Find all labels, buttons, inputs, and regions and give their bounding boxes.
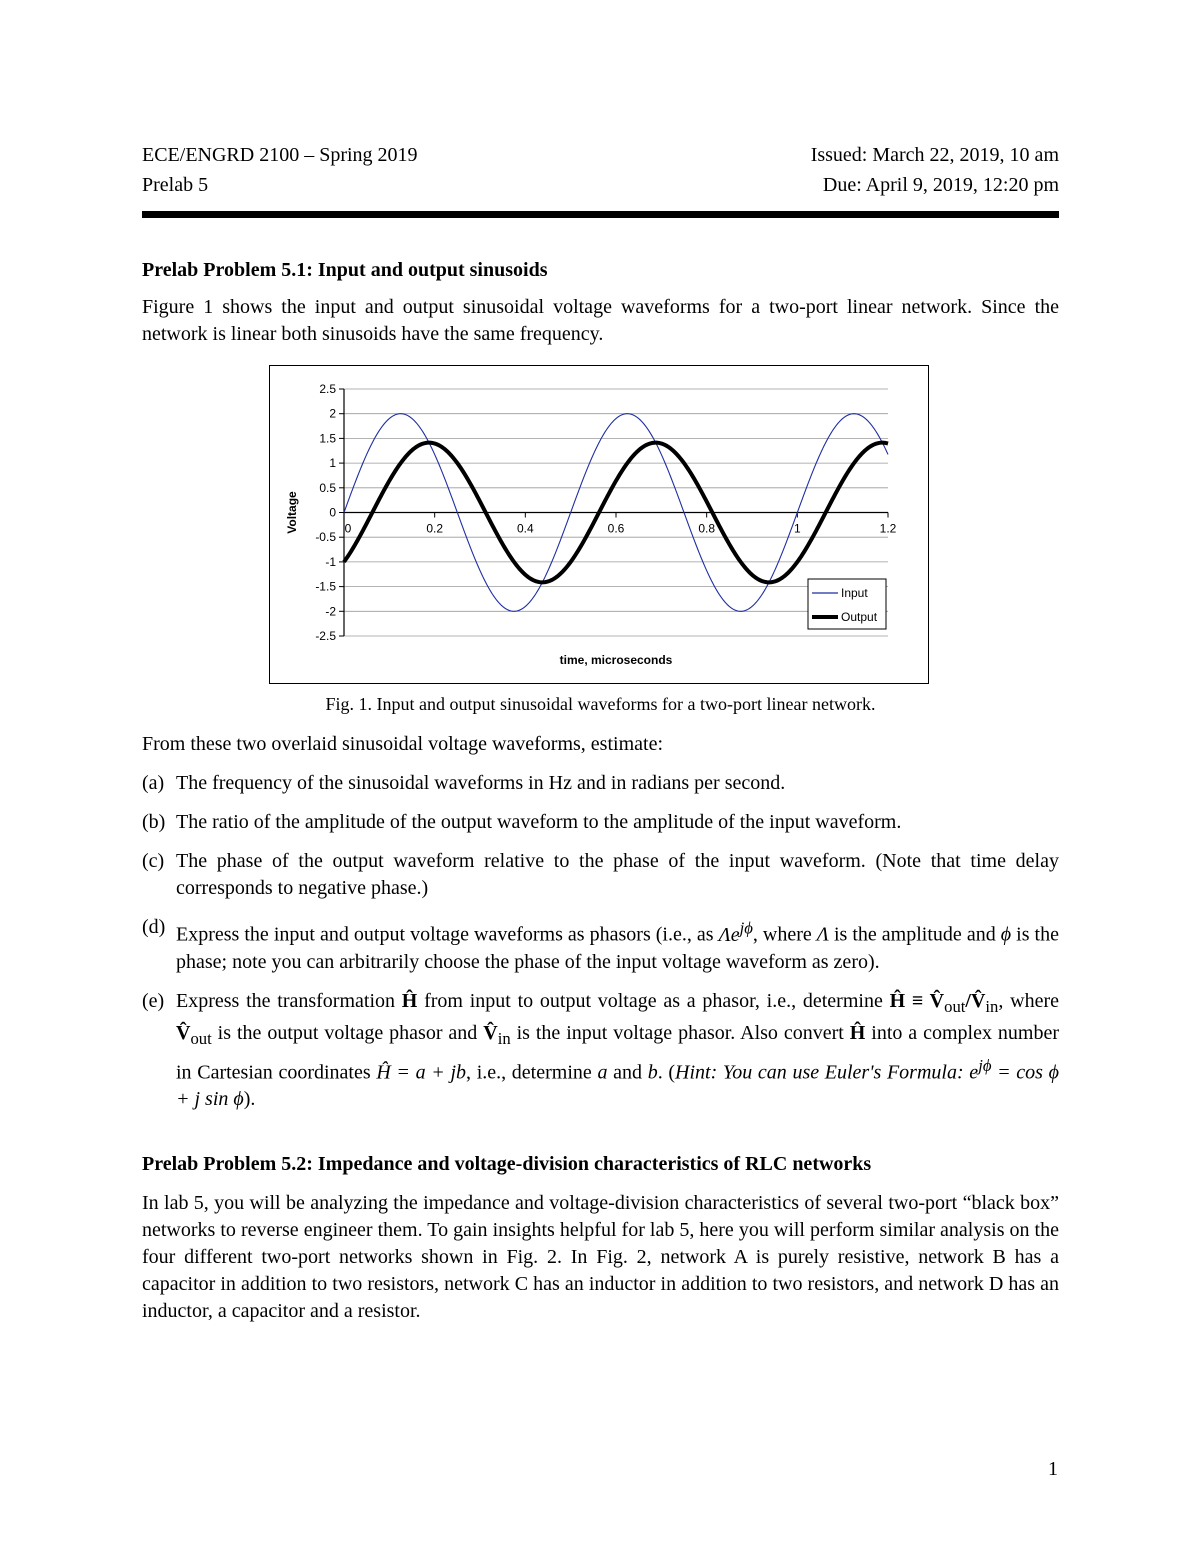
text-fragment: is the output voltage phasor and [211, 1021, 484, 1044]
x-tick-label: 0.4 [516, 521, 534, 536]
problem-2-title: Prelab Problem 5.2: Impedance and voltage-division characteristics of RLC networks [142, 1153, 872, 1175]
math-fragment: Λe [718, 923, 740, 946]
y-tick-label: 2 [329, 406, 336, 421]
assignment-title: Prelab 5 [142, 174, 209, 196]
math-subscript: in [985, 996, 999, 1016]
problem-1-section [142, 256, 1059, 348]
x-tick-label: 1 [793, 521, 801, 536]
text-fragment: , i.e., determine [466, 1061, 598, 1084]
math-fragment: = cos ϕ + j sin ϕ [176, 1061, 1059, 1111]
question-text [176, 914, 1059, 976]
math-symbol: Λ [816, 923, 829, 946]
y-tick-label: 2.5 [319, 382, 336, 396]
text-fragment: is the amplitude and [828, 923, 1001, 946]
text-fragment: Express the input and output voltage waveforms as phasors (i.e., as [176, 923, 719, 946]
question-text: The frequency of the sinusoidal waveforms in Hz and in radians per second. [176, 772, 786, 794]
question-list [142, 770, 1059, 1113]
question-e [142, 988, 1059, 1114]
question-label: (c) [142, 850, 165, 872]
text-fragment: is the phase; note you can arbitrarily choose the phase of the input voltage waveform as zero). [176, 923, 1059, 973]
question-label: (b) [142, 811, 166, 833]
question-a [142, 770, 1059, 797]
question-label: (a) [142, 772, 165, 794]
math-superscript: jϕ [739, 918, 753, 937]
math-subscript: out [944, 996, 966, 1016]
legend-label: Input [841, 586, 868, 600]
x-axis-title: time, microseconds [559, 653, 673, 667]
document-header [142, 140, 1059, 200]
math-superscript: jϕ [978, 1055, 992, 1075]
text-fragment: . ( [657, 1061, 676, 1084]
problem-2-body: In lab 5, you will be analyzing the impedance and voltage-division characteristics of several two-port “black box” networks to reverse engineer them. To gain insights helpful for lab 5, here you will perform similar analysis on the four different two-port networks shown in Fig. 2. In Fig. 2, network A is purely resistive, network B has a capacitor in addition to two resistors, network C has an inductor in addition to two resistors, and network D has an inductor, a capacitor and a resistor. [142, 1192, 1059, 1322]
question-text: The ratio of the amplitude of the output waveform to the amplitude of the input waveform. [176, 811, 902, 833]
waveform-chart-svg [270, 366, 927, 682]
text-fragment: , where [752, 923, 817, 946]
phasor-expression [718, 918, 753, 946]
math-symbol: a [597, 1061, 608, 1084]
problem-1-questions [142, 731, 1059, 1125]
y-tick-label: 0 [329, 505, 336, 520]
math-subscript: in [497, 1028, 511, 1048]
figure-1-caption: Fig. 1. Input and output sinusoidal waveforms for a two-port linear network. [325, 694, 876, 714]
question-label: (e) [142, 989, 165, 1012]
question-text [176, 988, 1059, 1114]
x-tick-label: 0.6 [607, 521, 625, 536]
y-tick-label: 0.5 [319, 480, 336, 495]
question-d [142, 914, 1059, 976]
course-title: ECE/ENGRD 2100 – Spring 2019 [142, 144, 418, 166]
y-axis-title: Voltage [285, 491, 299, 534]
problem-2-section [142, 1150, 1059, 1325]
figure-1-chart [269, 365, 929, 684]
math-symbol: V̂ [483, 1021, 498, 1044]
x-tick-label: 1.2 [879, 521, 897, 536]
text-fragment: is the input voltage phasor. Also convert [510, 1021, 850, 1044]
questions-lead: From these two overlaid sinusoidal voltage waveforms, estimate: [142, 733, 663, 755]
math-symbol: ϕ [1000, 923, 1012, 946]
y-tick-label: -1 [325, 554, 336, 569]
x-tick-label: 0 [344, 521, 352, 536]
y-tick-label: -1.5 [315, 579, 336, 594]
text-fragment: , where [998, 989, 1059, 1012]
question-text: The phase of the output waveform relative to the phase of the input waveform. (Note that time delay corresponds to negative phase.) [176, 850, 1059, 899]
x-tick-label: 0.2 [426, 521, 444, 536]
text-fragment: and [607, 1061, 648, 1084]
math-fragment: e [969, 1061, 979, 1084]
math-fragment: Ĥ = a + jb [376, 1061, 467, 1084]
y-tick-label: -2.5 [315, 629, 336, 643]
y-tick-label: -0.5 [315, 530, 336, 545]
header-rule [142, 211, 1059, 218]
question-label: (d) [142, 916, 166, 938]
math-fragment: Ĥ ≡ V̂ [889, 989, 945, 1012]
text-fragment: into a complex number in Cartesian coordinates [176, 1021, 1060, 1084]
math-symbol: Ĥ [849, 1021, 866, 1044]
y-tick-label: 1 [329, 456, 336, 471]
question-c [142, 848, 1059, 902]
text-fragment: Express the transformation [176, 989, 402, 1012]
problem-1-title: Prelab Problem 5.1: Input and output sinusoids [142, 259, 548, 281]
y-tick-label: -2 [325, 604, 336, 619]
math-symbol: Ĥ [401, 989, 418, 1012]
due-date: Due: April 9, 2019, 12:20 pm [822, 174, 1059, 196]
text-fragment: from input to output voltage as a phasor, i.e., determine [417, 989, 890, 1012]
issued-date: Issued: March 22, 2019, 10 am [810, 144, 1059, 166]
page-number: 1 [1048, 1458, 1058, 1480]
question-b [142, 809, 1059, 836]
math-subscript: out [190, 1028, 212, 1048]
text-fragment: ). [243, 1088, 256, 1111]
math-symbol: b [647, 1061, 658, 1084]
y-tick-label: 1.5 [319, 431, 336, 446]
x-tick-label: 0.8 [698, 521, 716, 536]
problem-1-intro: Figure 1 shows the input and output sinusoidal voltage waveforms for a two-port linear network. Since the network is linear both sinusoids have the same frequency. [142, 296, 1059, 345]
math-symbol: V̂ [176, 1021, 191, 1044]
hint-text: Hint: You can use Euler's Formula: [675, 1061, 970, 1084]
legend-label: Output [841, 610, 878, 624]
math-fragment: /V̂ [965, 989, 986, 1012]
